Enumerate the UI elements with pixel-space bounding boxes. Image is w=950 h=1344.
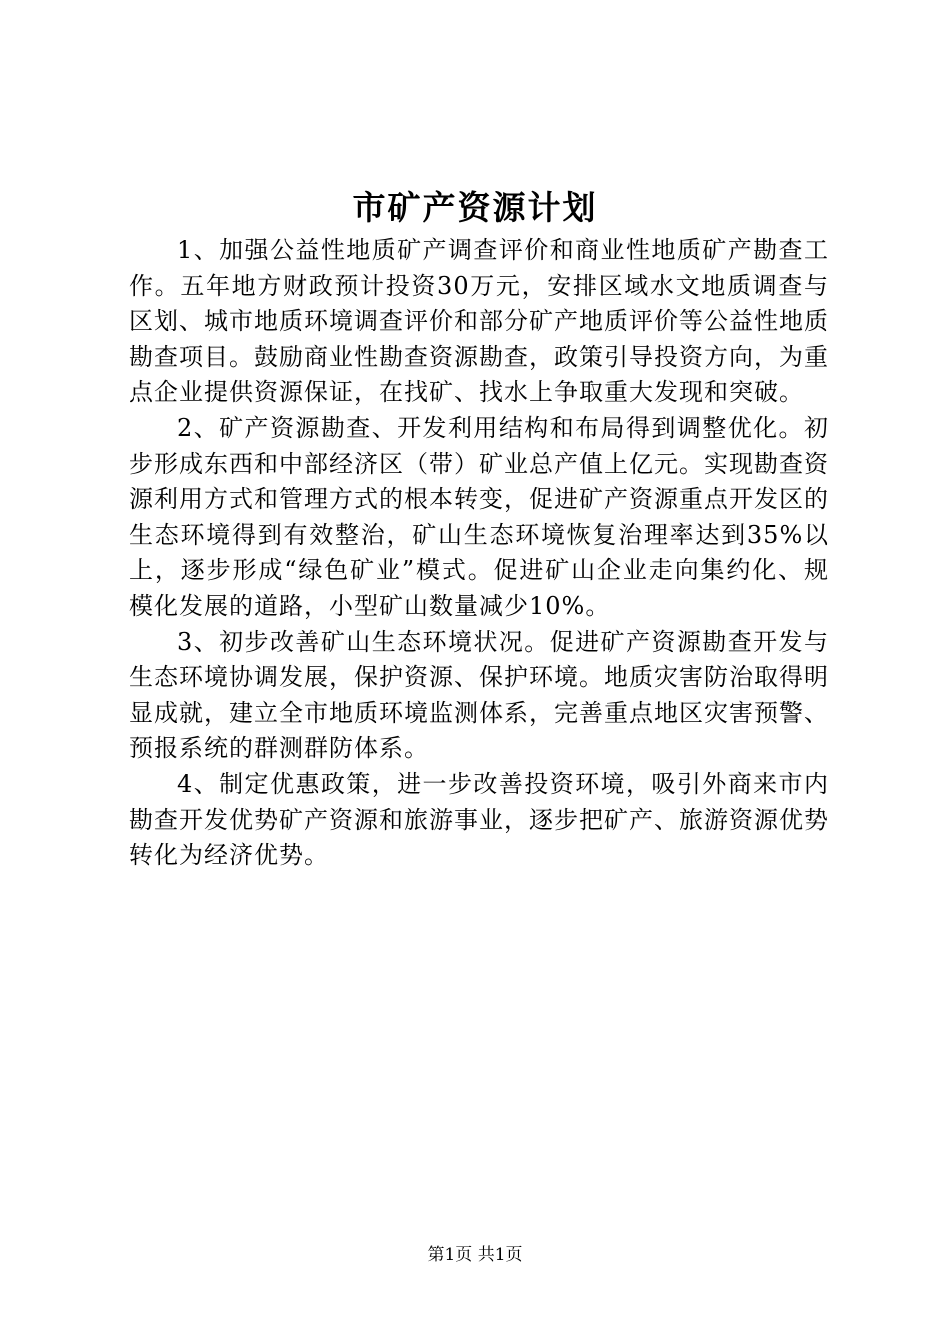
page-footer: 第1页 共1页 — [427, 1245, 523, 1265]
paragraph-1: 1、加强公益性地质矿产调查评价和商业性地质矿产勘查工作。五年地方财政预计投资30万元，安排区域水文地质调查与区划、城市地质环境调查评价和部分矿产地质评价等公益性地质勘查项目。鼓励商业性勘查资源勘查，政策引导投资方向，为重点企业提供资源保证，在找矿、找水上争取重大发现和突破。 — [129, 236, 829, 407]
document-body — [129, 233, 829, 874]
paragraph-2: 2、矿产资源勘查、开发利用结构和布局得到调整优化。初步形成东西和中部经济区（带）矿业总产值上亿元。实现勘查资源利用方式和管理方式的根本转变，促进矿产资源重点开发区的生态环境得到有效整治，矿山生态环境恢复治理率达到35%以上，逐步形成“绿色矿业”模式。促进矿山企业走向集约化、规模化发展的道路，小型矿山数量减少10%。 — [129, 413, 829, 620]
page-title: 市矿产资源计划 — [352, 188, 598, 227]
paragraph-3: 3、初步改善矿山生态环境状况。促进矿产资源勘查开发与生态环境协调发展，保护资源、保护环境。地质灾害防治取得明显成就，建立全市地质环境监测体系，完善重点地区灾害预警、预报系统的群测群防体系。 — [129, 627, 829, 763]
paragraph-4: 4、制定优惠政策，进一步改善投资环境，吸引外商来市内勘查开发优势矿产资源和旅游事业，逐步把矿产、旅游资源优势转化为经济优势。 — [129, 769, 829, 870]
